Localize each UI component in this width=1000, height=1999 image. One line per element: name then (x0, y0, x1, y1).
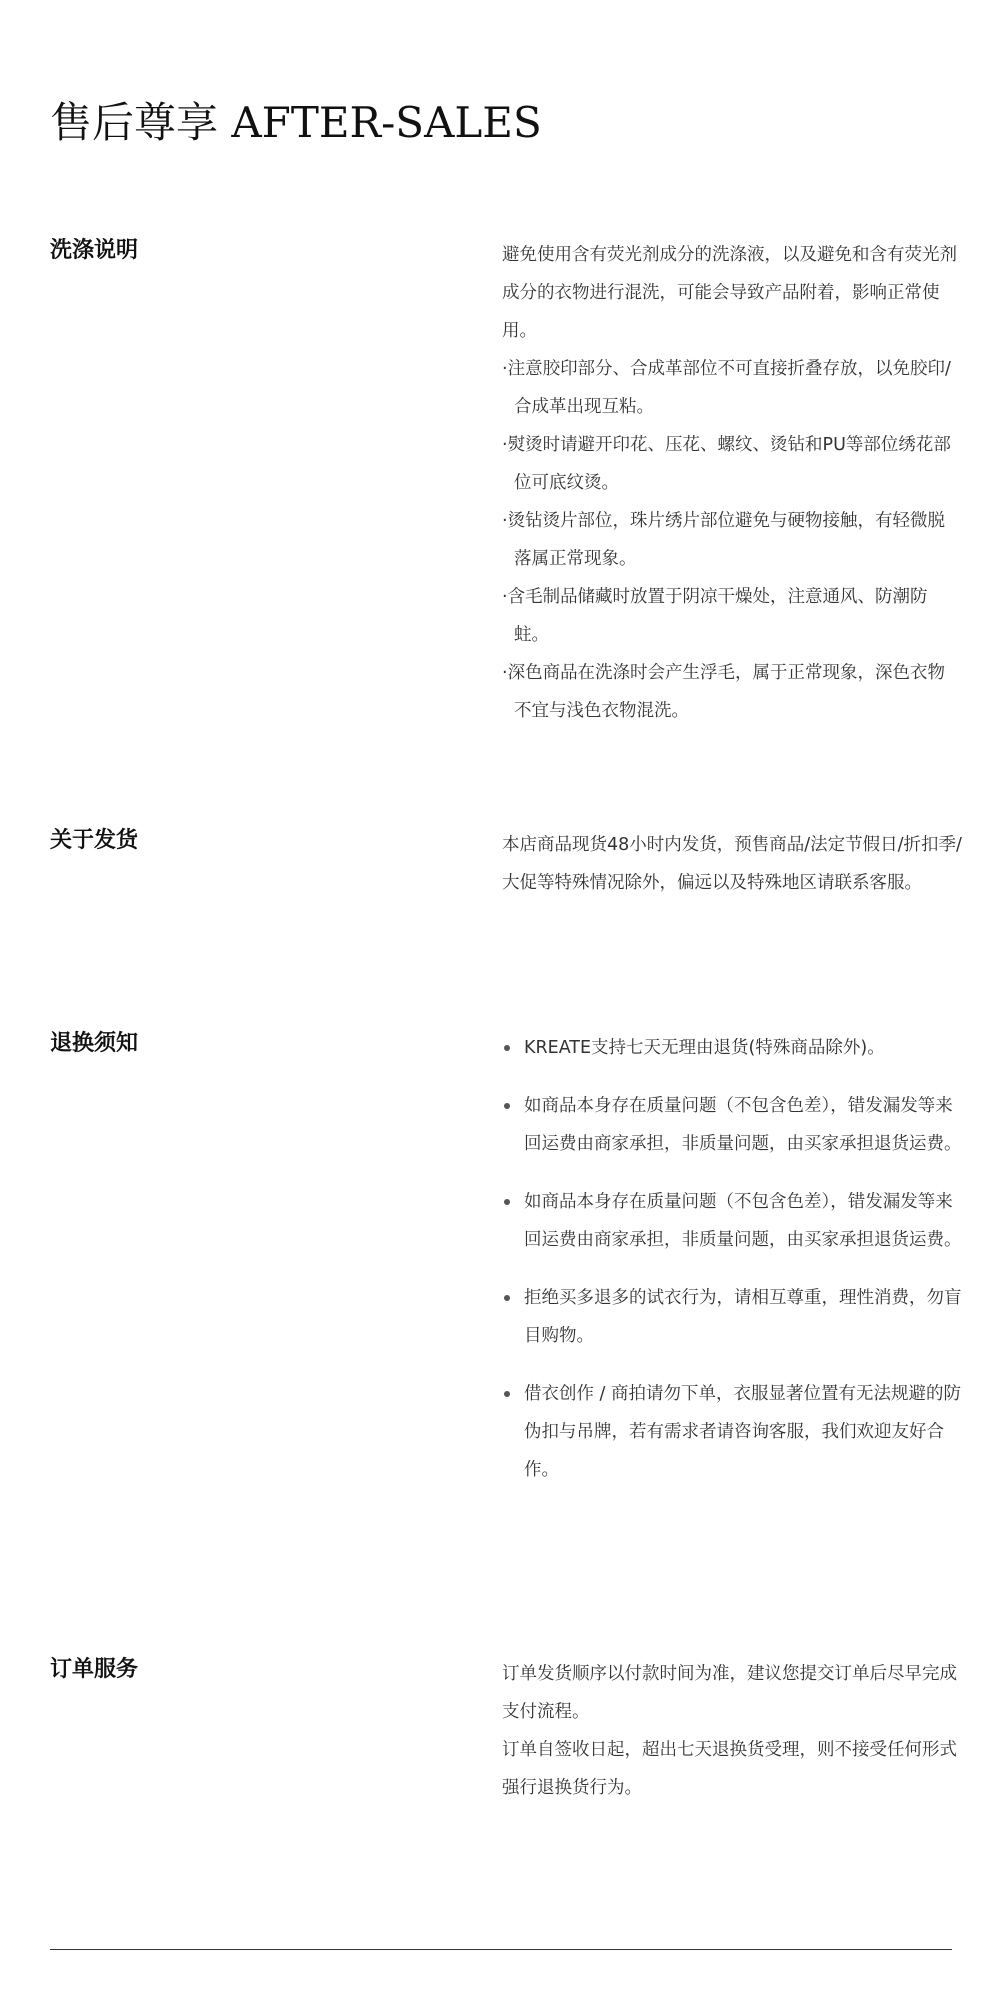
footer-divider (50, 1949, 952, 1950)
returns-list (502, 1029, 962, 1489)
section-heading-washing: 洗涤说明 (50, 238, 139, 263)
section-body-washing (502, 236, 962, 730)
returns-item: 借衣创作 / 商拍请勿下单，衣服显著位置有无法规避的防伪扣与吊牌，若有需求者请咨询客服，我们欢迎友好合作。 (502, 1375, 962, 1489)
returns-item: KREATE支持七天无理由退货(特殊商品除外)。 (502, 1029, 962, 1067)
washing-item: ·烫钻烫片部位，珠片绣片部位避免与硬物接触，有轻微脱落属正常现象。 (502, 511, 946, 569)
returns-item: 拒绝买多退多的试衣行为，请相互尊重，理性消费，勿盲目购物。 (502, 1279, 962, 1355)
returns-item: 如商品本身存在质量问题（不包含色差），错发漏发等来回运费由商家承担，非质量问题，由买家承担退货运费。 (502, 1087, 962, 1163)
washing-item: ·含毛制品储藏时放置于阴凉干燥处，注意通风、防潮防蛀。 (502, 587, 928, 645)
section-body-returns (502, 1029, 962, 1509)
washing-item: ·深色商品在洗涤时会产生浮毛，属于正常现象，深色衣物不宜与浅色衣物混洗。 (502, 663, 946, 721)
section-heading-shipping: 关于发货 (50, 828, 139, 853)
section-body-shipping (502, 826, 962, 902)
washing-item: ·熨烫时请避开印花、压花、螺纹、烫钻和PU等部位绣花部位可底纹烫。 (502, 435, 951, 493)
page-title: 售后尊享 AFTER-SALES (50, 98, 542, 147)
returns-item: 如商品本身存在质量问题（不包含色差），错发漏发等来回运费由商家承担，非质量问题，由买家承担退货运费。 (502, 1183, 962, 1259)
washing-item: ·注意胶印部分、合成革部位不可直接折叠存放，以免胶印/合成革出现互粘。 (502, 359, 951, 417)
orders-paragraph: 订单发货顺序以付款时间为准，建议您提交订单后尽早完成支付流程。 (502, 1664, 957, 1722)
washing-intro: 避免使用含有荧光剂成分的洗涤液，以及避免和含有荧光剂成分的衣物进行混洗，可能会导致产品附着，影响正常使用。 (502, 245, 957, 341)
section-body-orders (502, 1655, 962, 1807)
section-heading-returns: 退换须知 (50, 1031, 139, 1056)
orders-paragraph: 订单自签收日起，超出七天退换货受理，则不接受任何形式强行退换货行为。 (502, 1740, 957, 1798)
section-heading-orders: 订单服务 (50, 1657, 139, 1682)
shipping-text: 本店商品现货48小时内发货，预售商品/法定节假日/折扣季/大促等特殊情况除外，偏远以及特殊地区请联系客服。 (502, 835, 962, 893)
